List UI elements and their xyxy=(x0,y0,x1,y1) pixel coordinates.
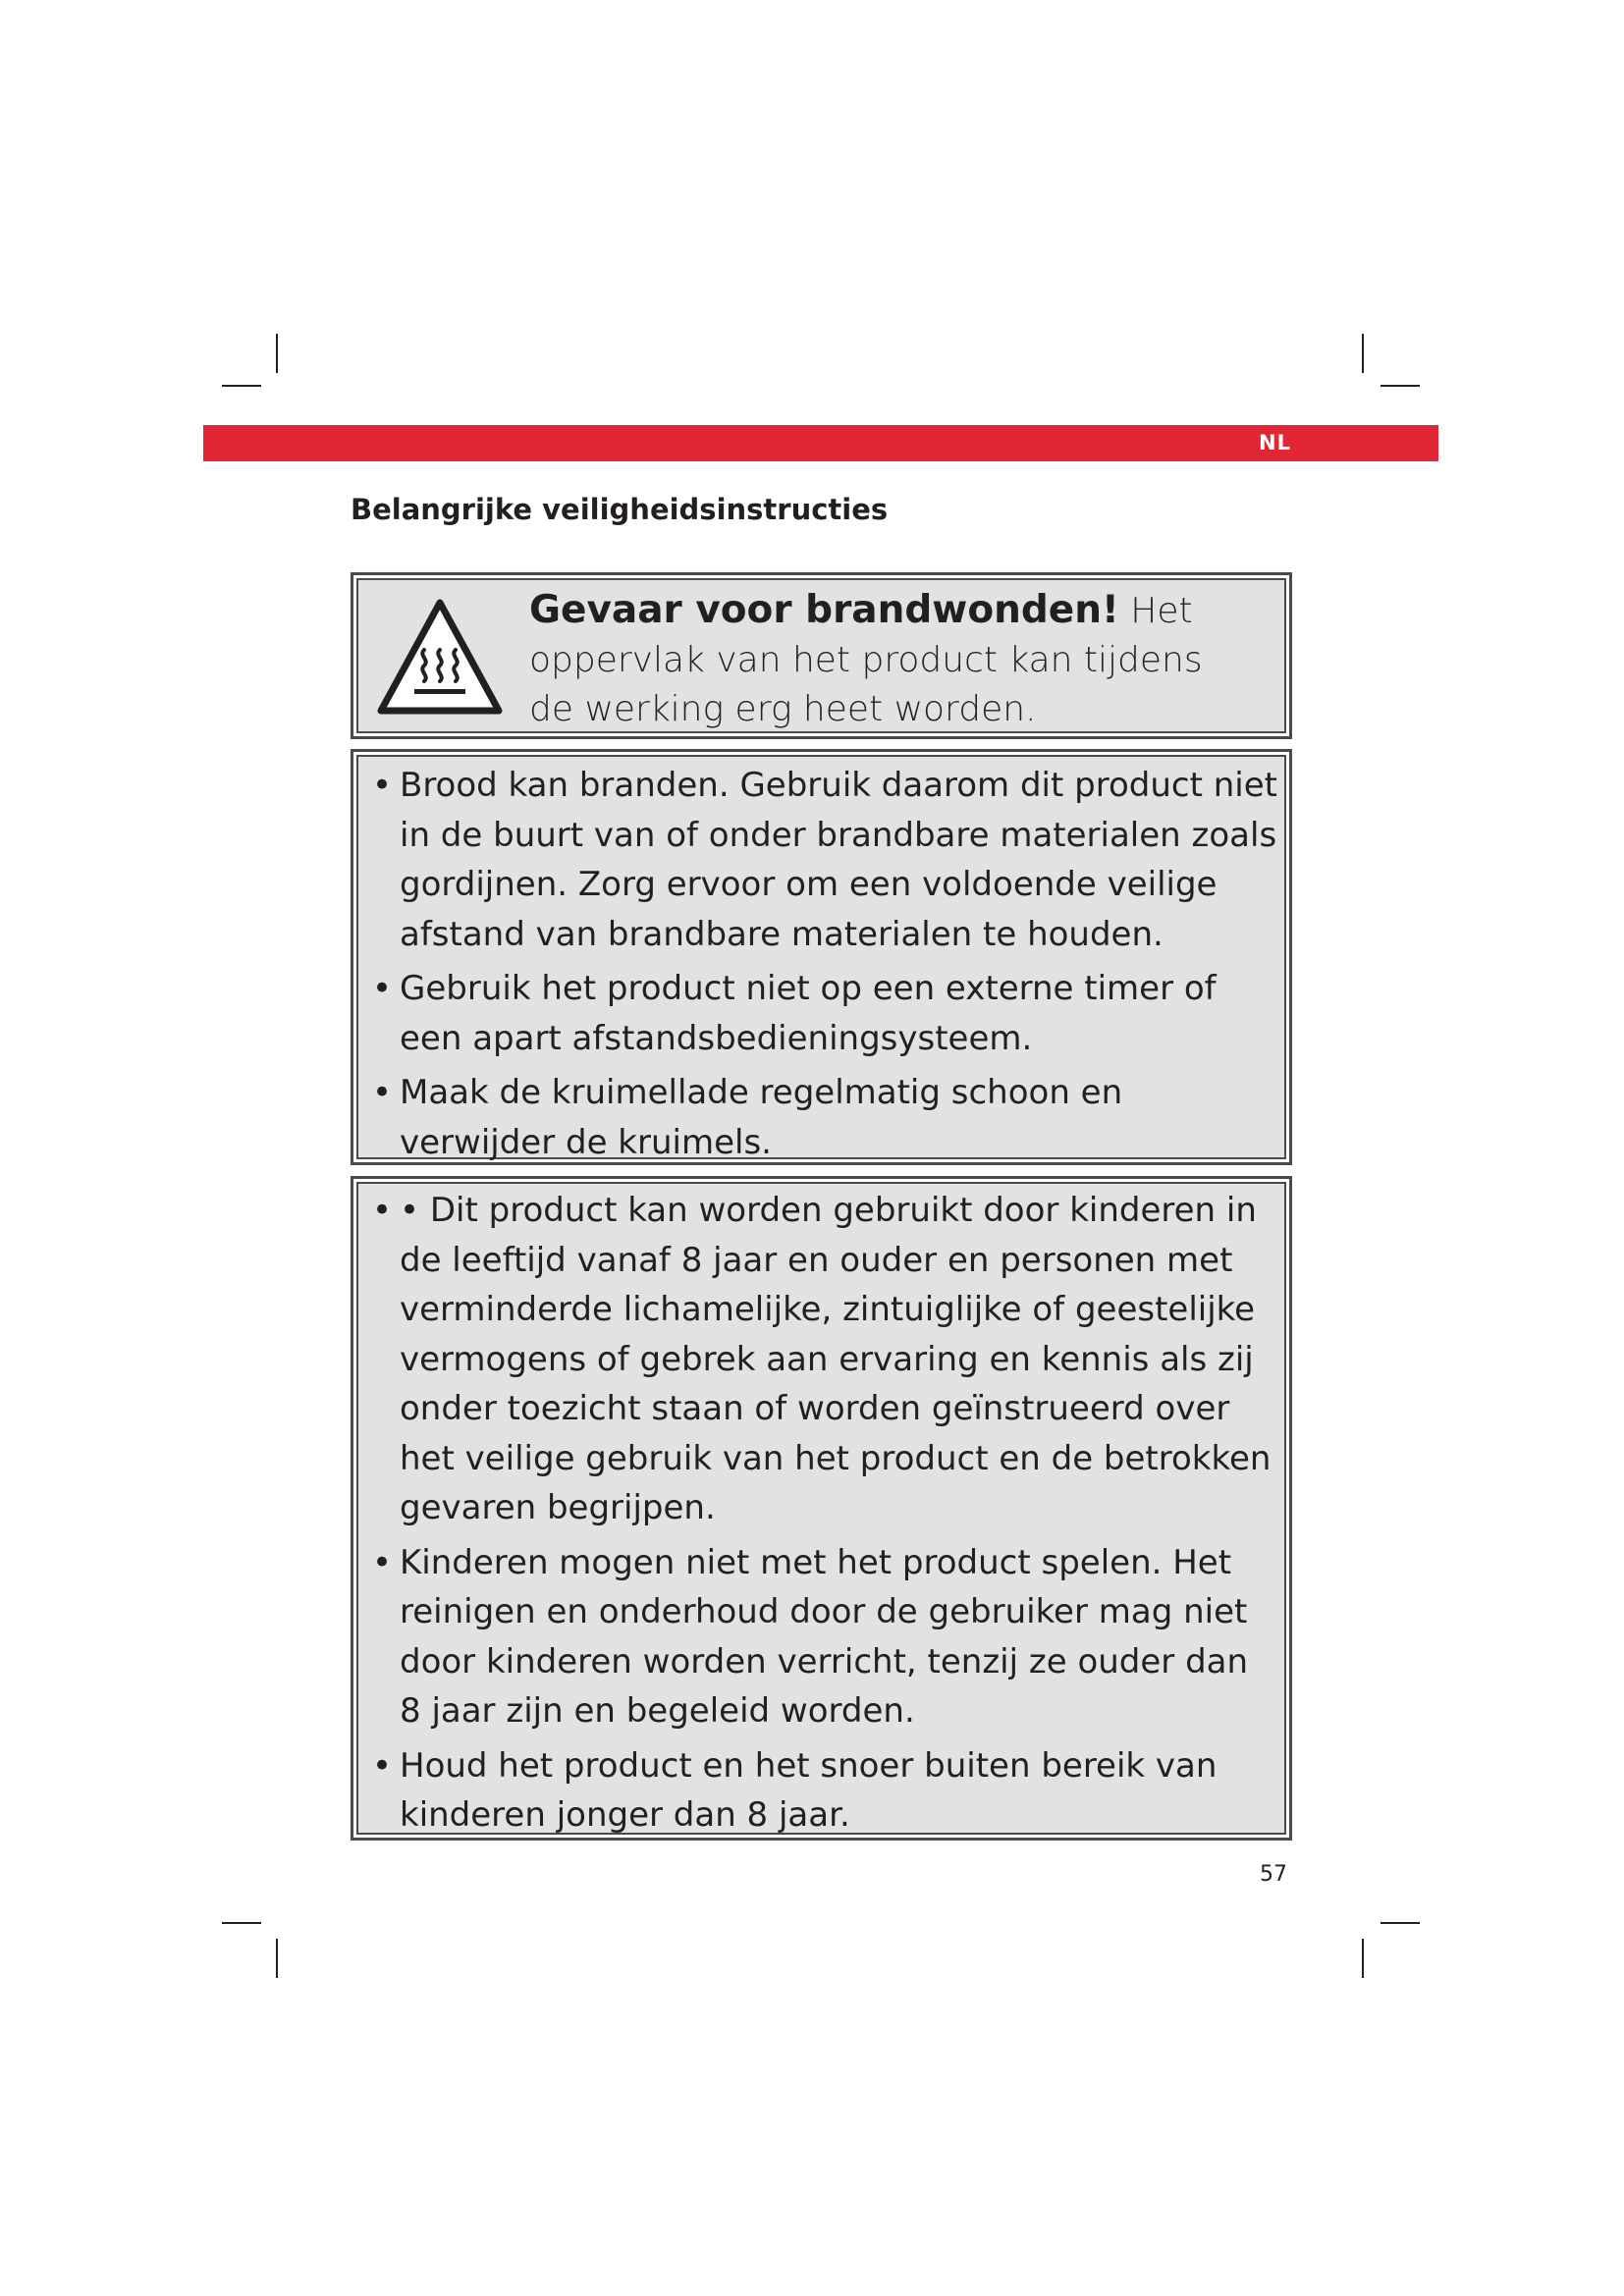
burn-warning-box-inner xyxy=(356,578,1286,733)
list-item-text: Maak de kruimellade regelmatig schoon en verwijder de kruimels. xyxy=(400,1073,1123,1162)
list-item xyxy=(370,1068,1278,1167)
safety-box-children xyxy=(351,1176,1292,1841)
crop-mark-bottom-right-v xyxy=(1362,1939,1364,1978)
list-item xyxy=(370,1186,1278,1533)
crop-mark-top-right-v xyxy=(1362,334,1364,373)
safety-list-children xyxy=(370,1186,1278,1845)
bullet: • xyxy=(372,969,393,1008)
safety-box-children-inner xyxy=(356,1182,1286,1835)
burn-warning-box xyxy=(351,572,1292,739)
list-item xyxy=(370,1538,1278,1736)
bullet: • xyxy=(372,1542,393,1582)
crop-mark-top-right-h xyxy=(1380,385,1420,387)
list-item-text: • Dit product kan worden gebruikt door kinderen in de leeftijd vanaf 8 jaar en ouder en personen met verminderde lichamelijke, zintuiglijke of geestelijke vermogens of gebrek aan ervaring en kennis als zij onder toezicht staan of worden geïnstrueerd over het veilige gebruik van het product en de betrokken gevaren begrijpen. xyxy=(400,1191,1272,1527)
language-code: NL xyxy=(1259,431,1291,454)
section-title: Belangrijke veiligheidsinstructies xyxy=(351,493,889,526)
safety-box-fire xyxy=(351,749,1292,1165)
list-item-text: Kinderen mogen niet met het product spelen. Het reinigen en onderhoud door de gebruiker mag niet door kinderen worden verricht, tenzij ze ouder dan 8 jaar zijn en begeleid worden. xyxy=(400,1542,1249,1731)
header-bar xyxy=(203,425,1438,461)
safety-list-fire xyxy=(370,761,1278,1172)
list-item xyxy=(370,1741,1278,1841)
bullet: • xyxy=(372,1745,393,1786)
hot-surface-warning-icon xyxy=(377,597,503,717)
list-item xyxy=(370,761,1278,959)
safety-box-fire-inner xyxy=(356,755,1286,1162)
bullet: • xyxy=(372,766,393,805)
list-item-text: Gebruik het product niet op een externe timer of een apart afstandsbedieningsysteem. xyxy=(400,969,1217,1058)
crop-mark-top-left-h xyxy=(222,385,261,387)
list-item-text: Brood kan branden. Gebruik daarom dit product niet in de buurt van of onder brandbare materialen zoals gordijnen. Zorg ervoor om een voldoende veilige afstand van brandbare materialen te houden. xyxy=(400,766,1277,954)
crop-mark-top-left-v xyxy=(276,334,278,373)
bullet: • xyxy=(372,1073,393,1112)
page-number: 57 xyxy=(1260,1862,1287,1887)
list-item xyxy=(370,964,1278,1063)
crop-mark-bottom-left-h xyxy=(222,1922,261,1924)
burn-warning-text xyxy=(529,586,1256,734)
burn-warning-heading: Gevaar voor brandwonden! xyxy=(529,588,1119,632)
burn-warning-body: Het oppervlak van het product kan tijdens de werking erg heet worden. xyxy=(529,591,1203,729)
crop-mark-bottom-right-h xyxy=(1380,1922,1420,1924)
crop-mark-bottom-left-v xyxy=(276,1939,278,1978)
list-item-text: Houd het product en het snoer buiten bereik van kinderen jonger dan 8 jaar. xyxy=(400,1745,1218,1835)
bullet: • xyxy=(372,1191,393,1230)
